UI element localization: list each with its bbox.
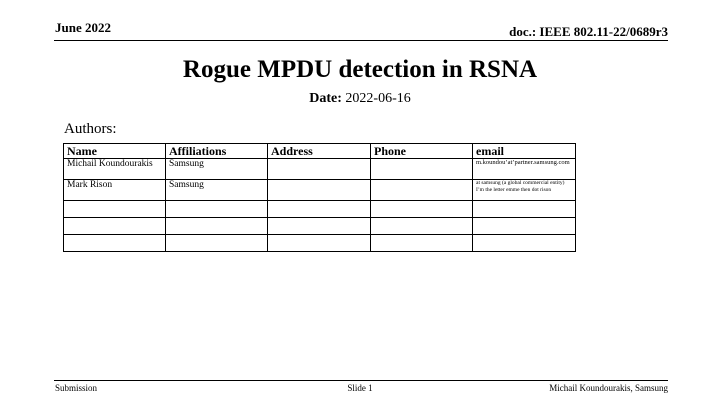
footer-slide-number: Slide 1 bbox=[347, 383, 373, 393]
empty-cell bbox=[268, 235, 371, 252]
author-affiliation: Samsung bbox=[166, 159, 268, 180]
column-header-email: email bbox=[473, 144, 576, 159]
author-email: m.koundou’at’partner.samsung.com bbox=[473, 159, 576, 180]
table-row bbox=[64, 159, 576, 180]
empty-cell bbox=[166, 218, 268, 235]
empty-cell bbox=[473, 235, 576, 252]
footer-submission: Submission bbox=[55, 383, 98, 393]
column-header-phone: Phone bbox=[371, 144, 473, 159]
author-name: Mark Rison bbox=[64, 180, 166, 201]
empty-cell bbox=[64, 235, 166, 252]
empty-cell bbox=[268, 201, 371, 218]
column-header-name: Name bbox=[64, 144, 166, 159]
header-rule bbox=[54, 40, 668, 41]
date-line bbox=[0, 91, 720, 107]
table-row bbox=[64, 218, 576, 235]
empty-cell bbox=[371, 235, 473, 252]
author-address bbox=[268, 180, 371, 201]
date-label: Date: bbox=[309, 91, 342, 106]
empty-cell bbox=[473, 218, 576, 235]
empty-cell bbox=[371, 218, 473, 235]
author-phone bbox=[371, 180, 473, 201]
author-email: at samsung (a global commercial entity) I’m the letter emme then dot rison bbox=[473, 180, 576, 201]
empty-cell bbox=[64, 201, 166, 218]
empty-cell bbox=[371, 201, 473, 218]
empty-cell bbox=[64, 218, 166, 235]
column-header-address: Address bbox=[268, 144, 371, 159]
date-value: 2022-06-16 bbox=[345, 91, 411, 106]
author-address bbox=[268, 159, 371, 180]
empty-cell bbox=[473, 201, 576, 218]
header-doc-number: doc.: IEEE 802.11-22/0689r3 bbox=[509, 24, 668, 39]
empty-cell bbox=[268, 218, 371, 235]
footer-rule bbox=[54, 380, 668, 381]
table-header-row bbox=[64, 144, 576, 159]
column-header-affiliations: Affiliations bbox=[166, 144, 268, 159]
slide-title: Rogue MPDU detection in RSNA bbox=[182, 56, 538, 83]
author-affiliation: Samsung bbox=[166, 180, 268, 201]
footer-author: Michail Koundourakis, Samsung bbox=[549, 383, 668, 393]
authors-table bbox=[63, 143, 576, 252]
empty-cell bbox=[166, 235, 268, 252]
author-name: Michail Koundourakis bbox=[64, 159, 166, 180]
table-row bbox=[64, 235, 576, 252]
table-row bbox=[64, 180, 576, 201]
empty-cell bbox=[166, 201, 268, 218]
table-row bbox=[64, 201, 576, 218]
header-date: June 2022 bbox=[55, 20, 111, 35]
author-phone bbox=[371, 159, 473, 180]
authors-label: Authors: bbox=[64, 121, 117, 137]
